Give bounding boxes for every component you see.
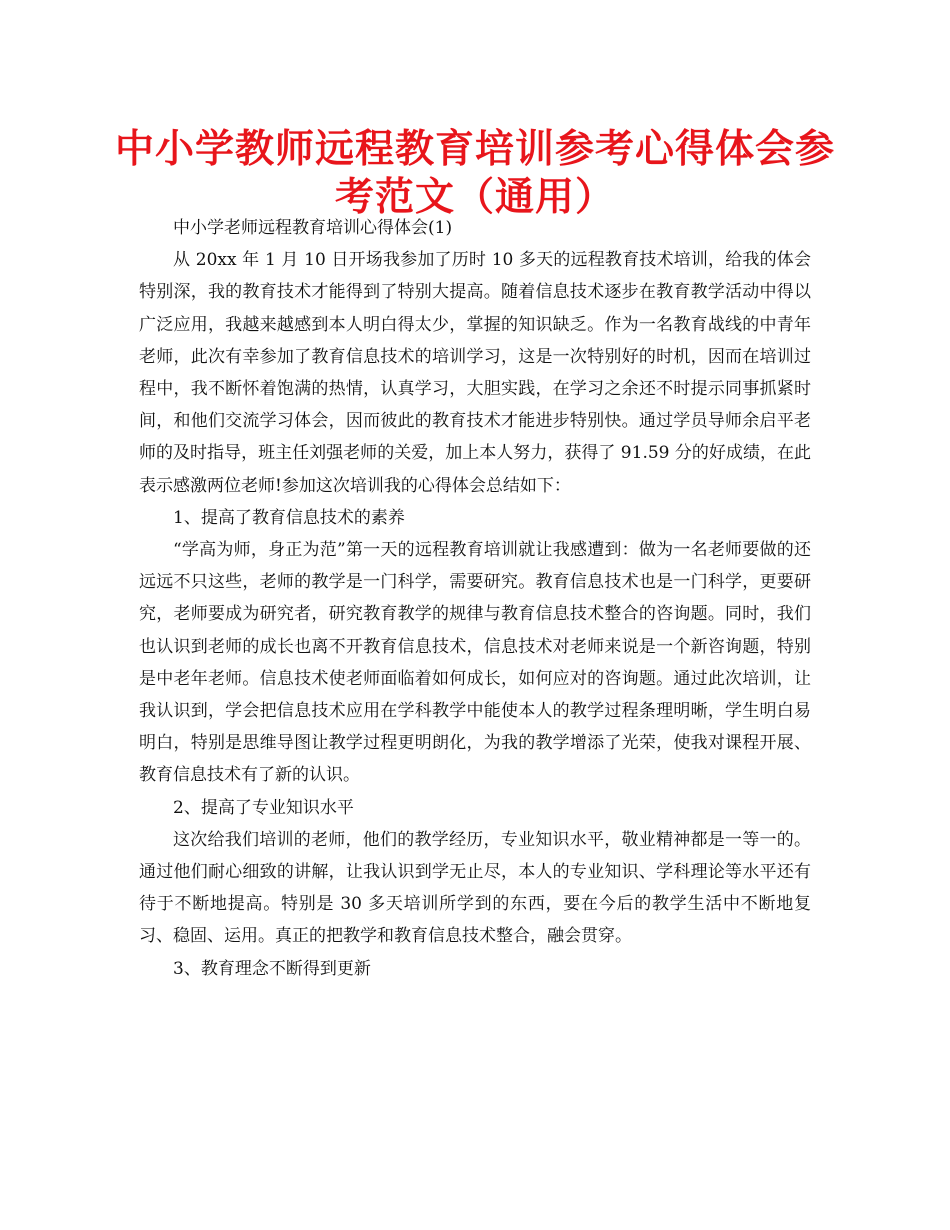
section-heading: 2、提高了专业知识水平 bbox=[173, 797, 354, 818]
section-subtitle: 中小学老师远程教育培训心得体会(1) bbox=[173, 218, 453, 238]
document-title-line-1: 中小学教师远程教育培训参考心得体会参 bbox=[114, 127, 835, 172]
body-paragraph: 从 20xx 年 1 月 10 日开场我参加了历时 10 多天的远程教育技术培训，给我的体会特别深，我的教育技术才能得到了特别大提高。随着信息技术逐步在教育教学活动中得以广泛应用，我越来越感到本人明白得太少，掌握的知识缺乏。作为一名教育战线的中青年老师，此次有幸参加了教育信息技术的培训学习，这是一次特别好的时机，因而在培训过程中，我不断怀着饱满的热情，认真学习，大胆实践，在学习之余还不时提示同事抓紧时间，和他们交流学习体会，因而彼此的教育技术才能进步特别快。通过学员导师余启平老师的及时指导，班主任刘强老师的关爱，加上本人努力，获得了 91.59 分的好成绩，在此表示感激两位老师!参加这次培训我的心得体会总结如下： bbox=[139, 250, 811, 496]
section-heading: 3、教育理念不断得到更新 bbox=[173, 958, 371, 979]
section-heading: 1、提高了教育信息技术的素养 bbox=[173, 507, 405, 528]
document-title-line-2: 考范文（通用） bbox=[334, 175, 615, 220]
body-paragraph: “学高为师，身正为范”第一天的远程教育培训就让我感遭到：做为一名老师要做的还远远不只这些，老师的教学是一门科学，需要研究。教育信息技术也是一门科学，更要研究，老师要成为研究者，研究教育教学的规律与教育信息技术整合的咨询题。同时，我们也认识到老师的成长也离不开教育信息技术，信息技术对老师来说是一个新咨询题，特别是中老年老师。信息技术使老师面临着如何成长，如何应对的咨询题。通过此次培训，让我认识到，学会把信息技术应用在学科教学中能使本人的教学过程条理明晰，学生明白易明白，特别是思维导图让教学过程更明朗化，为我的教学增添了光荣，使我对课程开展、教育信息技术有了新的认识。 bbox=[139, 540, 811, 786]
document-body bbox=[139, 212, 811, 985]
body-paragraph: 这次给我们培训的老师，他们的教学经历，专业知识水平，敬业精神都是一等一的。通过他们耐心细致的讲解，让我认识到学无止尽，本人的专业知识、学科理论等水平还有待于不断地提高。特别是 30 多天培训所学到的东西，要在今后的教学生活中不断地复习、稳固、运用。真正的把教学和教育信息技术整合，融会贯穿。 bbox=[139, 829, 811, 947]
